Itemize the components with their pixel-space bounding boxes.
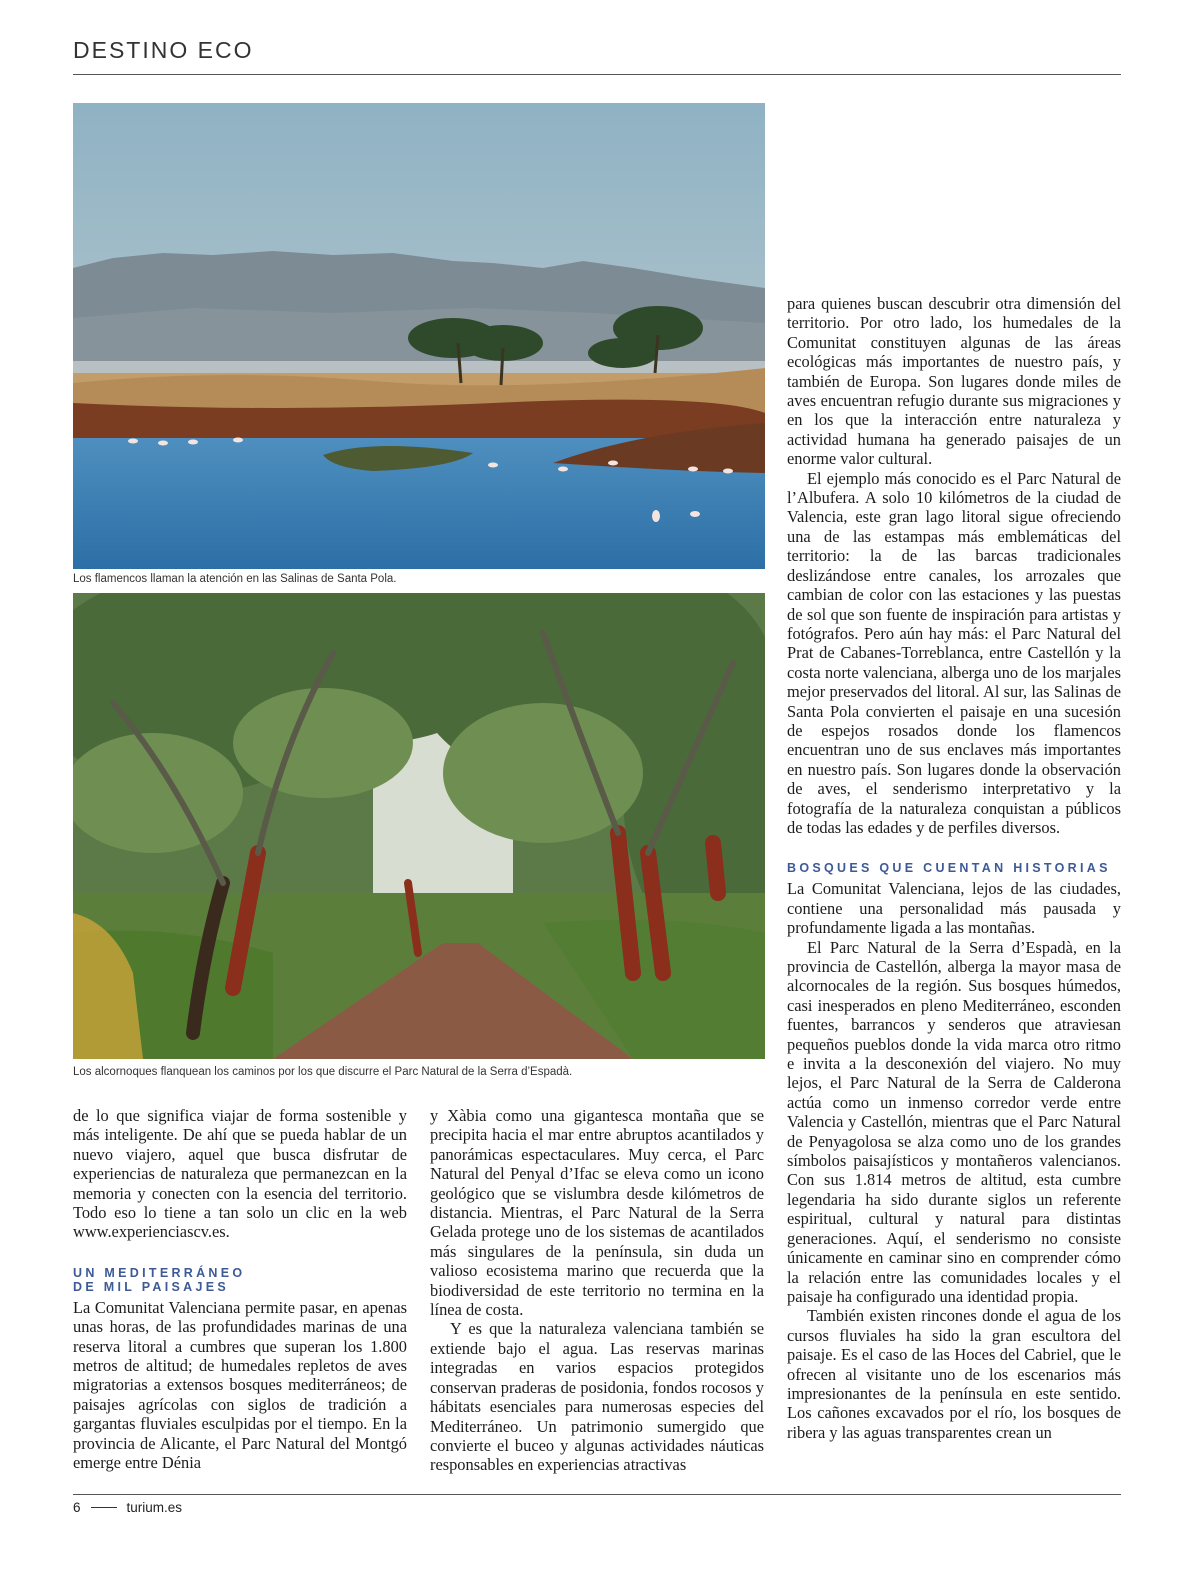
footer-rule — [73, 1494, 1121, 1495]
photo-caption: Los flamencos llaman la atención en las Salinas de Santa Pola. — [73, 573, 397, 585]
photo-flamingos — [73, 103, 765, 569]
header-rule — [73, 74, 1121, 75]
paragraph: para quienes buscan descubrir otra dimensión del territorio. Por otro lado, los humedales de la Comunitat constituyen algunas de las áreas ecológicas más importantes de nuestro país, y también de Europa. Son lugares donde miles de aves encuentran refugio durante sus migraciones y en los que la interacción entre naturaleza y actividad humana ha generado paisajes de un enorme valor cultural. — [787, 294, 1121, 469]
photo-caption: Los alcornoques flanquean los caminos por los que discurre el Parc Natural de la Serra d’Espadà. — [73, 1066, 573, 1078]
page-number: 6 — [73, 1500, 81, 1515]
paragraph: El ejemplo más conocido es el Parc Natural de l’Albufera. A solo 10 kilómetros de la ciudad de Valencia, este gran lago litoral sigue ofreciendo una de las estampas más emblemáticas del territorio: la de las barcas tradicionales deslizándose entre canales, los arrozales que cambian de color con las estaciones y las puestas de sol que son fuente de inspiración para artistas y fotógrafos. Pero aún hay más: el Parc Natural del Prat de Cabanes-Torreblanca, entre Castellón y la costa norte valenciana, alberga uno de los marjales mejor preservados del litoral. Al sur, las Salinas de Santa Pola convierten el paisaje en una sucesión de espejos rosados donde los flamencos encuentran uno de sus enclaves más importantes en nuestro país. Son lugares donde la observación de aves, el senderismo interpretativo y la fotografía de la naturaleza conquistan a públicos de todas las edades y de perfiles diversos. — [787, 468, 1121, 837]
article-column-1 — [73, 1106, 407, 1473]
photo-cork-oaks — [73, 593, 765, 1059]
section-label: DESTINO ECO — [73, 37, 254, 63]
subheading — [73, 1266, 407, 1294]
subheading-line: DE MIL PAISAJES — [73, 1279, 230, 1294]
paragraph: El Parc Natural de la Serra d’Espadà, en la provincia de Castellón, alberga la mayor masa de alcornocales de la región. Sus bosques húmedos, casi inesperados en pleno Mediterráneo, esconden fuentes, barrancos y senderos que atraviesan pequeños pueblos donde la vida marca otro ritmo e invita a la desconexión del viajero. No muy lejos, el Parc Natural de la Serra de Calderona actúa como un inmenso corredor verde entre Valencia y Castellón, mientras que el Parc Natural de Penyagolosa se alza como uno de los grandes símbolos paisajísticos y montañeros valencianos. Con sus 1.814 metros de altitud, esta cumbre legendaria ha sido durante siglos un referente espiritual, cultural y natural para distintas generaciones. Aquí, el senderismo no consiste únicamente en caminar sino en comprender cómo la relación entre las comunidades locales y el paisaje ha configurado una identidad propia. — [787, 937, 1121, 1306]
paragraph: y Xàbia como una gigantesca montaña que se precipita hacia el mar entre abruptos acantilados y panorámicas espectaculares. Muy cerca, el Parc Natural del Penyal d’Ifac se eleva como un icono geológico que se vislumbra desde kilómetros de distancia. Mientras, el Parc Natural de la Serra Gelada protege uno de los sistemas de acantilados más singulares de la península, sin duda un valioso ecosistema marino que recuerda que la biodiversidad de este territorio no termina en la línea de costa. — [430, 1106, 764, 1320]
subheading: BOSQUES QUE CUENTAN HISTORIAS — [787, 861, 1111, 876]
footer-dash — [91, 1507, 117, 1508]
paragraph: También existen rincones donde el agua de los cursos fluviales ha sido la gran escultora del paisaje. Es el caso de las Hoces del Cabriel, que le ofrecen al visitante uno de los escenarios más impresionantes de la península en este sentido. Los cañones excavados por el río, los bosques de ribera y las aguas transparentes crean un — [787, 1306, 1121, 1442]
subheading-line: UN MEDITERRÁNEO — [73, 1265, 246, 1280]
site-name: turium.es — [126, 1500, 183, 1515]
article-column-2 — [430, 1106, 764, 1475]
paragraph: La Comunitat Valenciana, lejos de las ciudades, contiene una personalidad más pausada y profundamente ligada a las montañas. — [787, 879, 1121, 938]
page-footer — [73, 1500, 182, 1515]
paragraph: Y es que la naturaleza valenciana también se extiende bajo el agua. Las reservas marinas integradas en varios espacios protegidos conservan praderas de posidonia, fondos rocosos y hábitats esenciales para numerosas especies del Mediterráneo. Un patrimonio sumergido que convierte el buceo y algunas actividades náuticas responsables en experiencias atractivas — [430, 1319, 764, 1475]
paragraph: La Comunitat Valenciana permite pasar, en apenas unas horas, de las profundidades marinas de una reserva litoral a cumbres que superan los 1.800 metros de altitud; de humedales repletos de aves migratorias a extensos bosques mediterráneos; de paisajes agrícolas con siglos de tradición a gargantas fluviales esculpidas por el tiempo. En la provincia de Alicante, el Parc Natural del Montgó emerge entre Dénia — [73, 1297, 407, 1473]
paragraph: de lo que significa viajar de forma sostenible y más inteligente. De ahí que se pueda hablar de un nuevo viajero, aquel que busca disfrutar de experiencias de naturaleza que permanezcan en la memoria y conecten con la esencia del territorio. Todo eso lo tiene a tan solo un clic en la web www.experienciascv.es. — [73, 1106, 407, 1242]
article-column-3 — [787, 294, 1121, 1442]
